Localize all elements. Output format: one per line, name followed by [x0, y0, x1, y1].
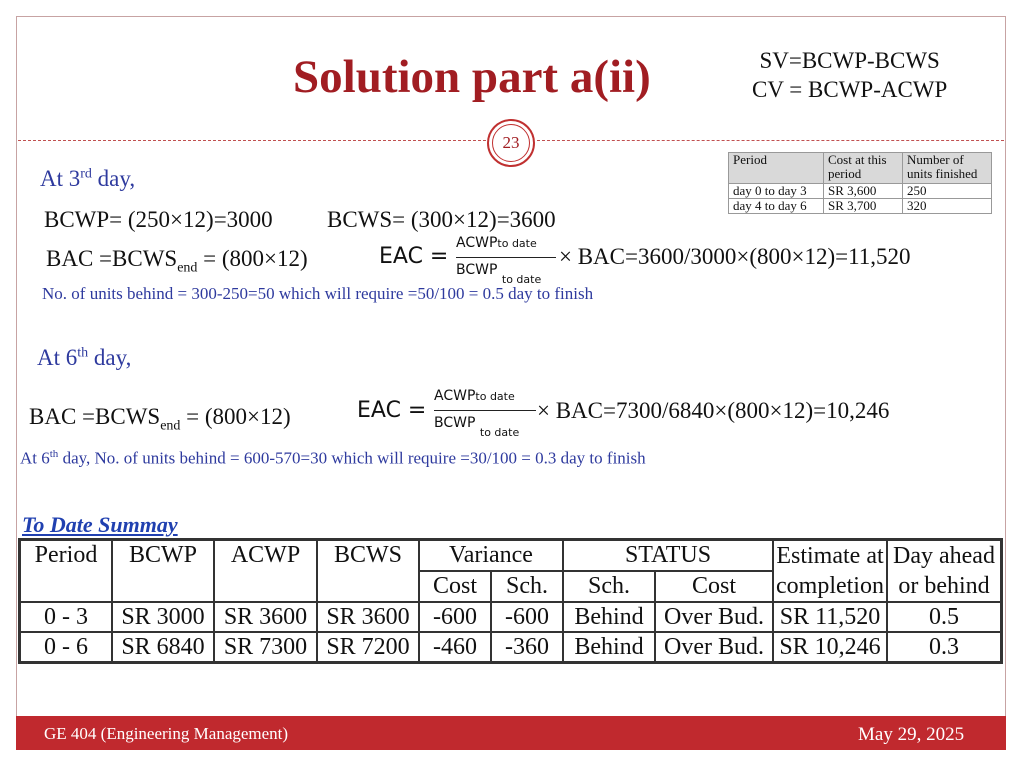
header-eac: Estimate at completion	[773, 540, 887, 603]
divider-right	[537, 140, 1004, 141]
header-status-sch: Sch.	[563, 571, 655, 602]
sv-formula: SV=BCWP-BCWS	[759, 48, 940, 73]
table-row	[20, 632, 1002, 663]
cell-acwp: SR 7300	[214, 632, 317, 663]
day3-bcws: BCWS= (300×12)=3600	[327, 207, 556, 232]
divider-left	[18, 140, 486, 141]
cell-status-sch: Behind	[563, 602, 655, 632]
header-cell: Number of units finished	[903, 153, 992, 184]
day6-eac-fraction: ACWPto date BCWP $_{to date}$	[434, 385, 538, 441]
table-cell: day 4 to day 6	[729, 199, 824, 214]
table-header-row	[729, 153, 992, 184]
cell-status-sch: Behind	[563, 632, 655, 663]
cell-var-cost: -600	[419, 602, 491, 632]
day6-heading: At 6th day,	[37, 345, 132, 370]
summary-title: To Date Summay	[22, 512, 178, 537]
cell-bcwp: SR 6840	[112, 632, 214, 663]
header-cell: Cost at this period	[824, 153, 903, 184]
day6-eac-label: EAC =	[357, 398, 427, 423]
cell-acwp: SR 3600	[214, 602, 317, 632]
day6-bac: BAC $=BCWS_{end} = (800\times 12)$	[29, 404, 291, 434]
day3-eac-result: × BAC=3600/3000×(800×12)=11,520	[559, 244, 911, 269]
header-status-cost: Cost	[655, 571, 773, 602]
day3-bcwp: BCWP= (250×12)=3000	[44, 207, 273, 232]
cell-period: 0 - 3	[20, 602, 113, 632]
day3-eac-label: EAC =	[379, 244, 449, 269]
day3-bac: BAC $=BCWS_{end} = (800\times 12)$	[46, 246, 308, 276]
header-bcwp: BCWP	[112, 540, 214, 603]
cell-bcwp: SR 3000	[112, 602, 214, 632]
header-period: Period	[20, 540, 113, 603]
header-bcws: BCWS	[317, 540, 419, 603]
cell-bcws: SR 7200	[317, 632, 419, 663]
table-cell: day 0 to day 3	[729, 184, 824, 199]
header-acwp: ACWP	[214, 540, 317, 603]
cell-eac: SR 10,246	[773, 632, 887, 663]
day6-eac-result: × BAC=7300/6840×(800×12)=10,246	[537, 398, 890, 423]
header-var-sch: Sch.	[491, 571, 563, 602]
cv-formula: CV = BCWP-ACWP	[752, 77, 948, 102]
summary-table	[18, 538, 1003, 664]
cell-bcws: SR 3600	[317, 602, 419, 632]
header-variance: Variance	[419, 540, 563, 572]
cell-var-sch: -360	[491, 632, 563, 663]
table-cell: 250	[903, 184, 992, 199]
footer-course: GE 404 (Engineering Management)	[44, 724, 289, 743]
variance-formulas	[752, 46, 947, 104]
footer-date: May 29, 2025	[858, 724, 965, 745]
table-row	[729, 184, 992, 199]
cell-status-cost: Over Bud.	[655, 602, 773, 632]
table-row	[729, 199, 992, 214]
table-cell: SR 3,700	[824, 199, 903, 214]
day6-note: At 6th day, No. of units behind = 600-570=30 which will require =30/100 = 0.3 day to finish	[20, 448, 646, 468]
cell-var-cost: -460	[419, 632, 491, 663]
cell-var-sch: -600	[491, 602, 563, 632]
page-number: 23	[492, 124, 530, 162]
header-cell: Period	[729, 153, 824, 184]
day3-heading: At 3rd day,	[40, 166, 136, 191]
header-status: STATUS	[563, 540, 773, 572]
cell-day: 0.3	[887, 632, 1002, 663]
cell-eac: SR 11,520	[773, 602, 887, 632]
cell-day: 0.5	[887, 602, 1002, 632]
period-data-table	[728, 152, 992, 214]
header-var-cost: Cost	[419, 571, 491, 602]
cell-status-cost: Over Bud.	[655, 632, 773, 663]
table-row	[20, 602, 1002, 632]
page-number-badge	[487, 119, 535, 167]
slide-title: Solution part a(ii)	[293, 51, 651, 103]
day3-eac-fraction: ACWPto date BCWP $_{to date}$	[456, 232, 560, 288]
table-cell: 320	[903, 199, 992, 214]
table-cell: SR 3,600	[824, 184, 903, 199]
day3-note: No. of units behind = 300-250=50 which will require =50/100 = 0.5 day to finish	[42, 284, 594, 303]
cell-period: 0 - 6	[20, 632, 113, 663]
header-day: Day ahead or behind	[887, 540, 1002, 603]
summary-header-row	[20, 540, 1002, 572]
